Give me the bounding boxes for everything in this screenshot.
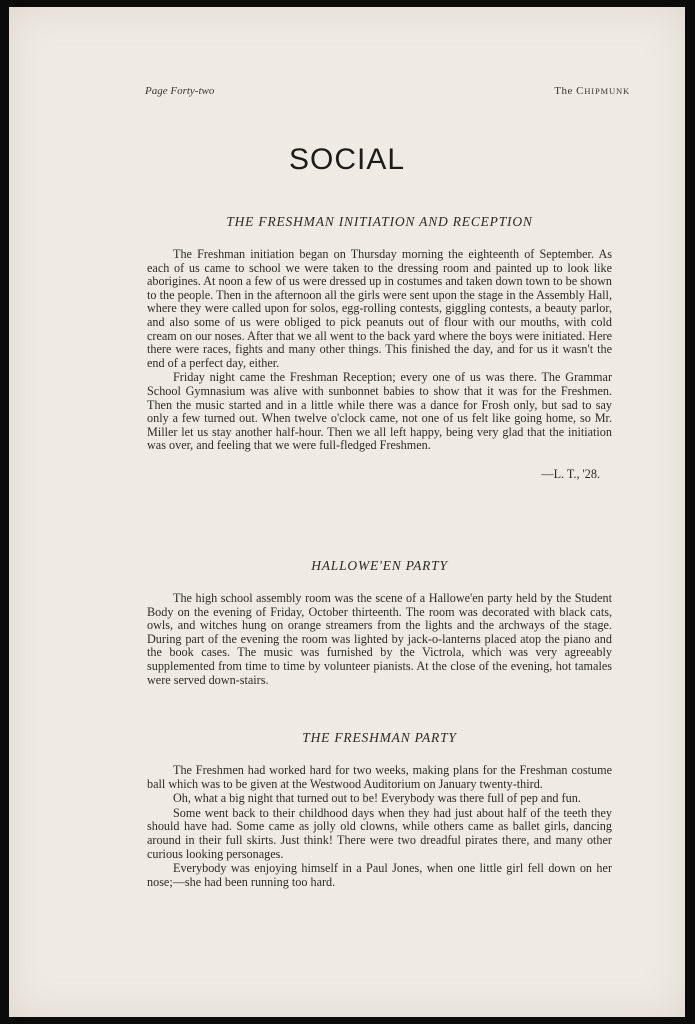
paragraph: Oh, what a big night that turned out to be! Everybody was there full of pep and fun. <box>173 791 581 806</box>
section-heading: THE FRESHMAN PARTY <box>302 730 457 745</box>
page-title: SOCIAL <box>288 143 406 176</box>
paragraph: Friday night came the Freshman Reception; every one of us was there. The Grammar School Gymnasium was alive with sunbonnet babies to show that it was for the Freshmen. Then the music started and in a little while there was a dance for Frosh only, but sad to say only a few turned out. When twelve o'clock came, not one of us felt like going home, so Mr. Miller let us stay another half-hour. Then we all left happy, being very glad that the initiation was over, and feeling that we were full-fledged Freshmen. <box>147 370 612 453</box>
paragraph: Everybody was enjoying himself in a Paul Jones, when one little girl fell down on her nose;—she had been running too hard. <box>147 861 612 889</box>
publication-name <box>554 85 630 97</box>
publication-name-rest: CHIPMUNK <box>576 85 630 97</box>
paragraph: Some went back to their childhood days when they had just about half of the teeth they should have had. Some came as jolly old clowns, while others came as ballet girls, dancing around in their full skirts. Just think! There were two dreadful pirates there, and many other curious looking personages. <box>147 805 612 861</box>
section-heading: HALLOWE'EN PARTY <box>311 558 448 573</box>
page-number-label: Page Forty-two <box>145 85 215 97</box>
section-freshman-initiation <box>147 214 612 482</box>
section-halloween-party <box>147 558 612 688</box>
paragraph: The high school assembly room was the scene of a Hallowe'en party held by the Student Body on the evening of Friday, October thirteenth. The room was decorated with black cats, owls, and witches hung on orange streamers from the lights and the archways of the stage. During part of the evening the room was lighted by jack-o-lanterns placed atop the piano and the book cases. The music was furnished by the Victrola, which was very agreeably supplemented from time to time by volunteer pianists. At the close of the evening, hot tamales were served down-stairs. <box>147 591 612 687</box>
paragraph: The Freshmen had worked hard for two weeks, making plans for the Freshman costume ball which was to be given at the Westwood Auditorium on January twenty-third. <box>147 763 612 791</box>
section-freshman-party <box>147 730 612 890</box>
page <box>9 7 685 1017</box>
paragraph: The Freshman initiation began on Thursday morning the eighteenth of September. As each of us came to school we were taken to the dressing room and painted up to look like aborigines. At noon a few of us were dressed up in costumes and taken down town to be shown to the people. Then in the afternoon all the girls were sent upon the stage in the Assembly Hall, where they were called upon for solos, egg-rolling contests, giggling contests, a beauty parlor, and also some of us were obliged to pick peanuts out of flour with our mouths, with cold cream on our noses. After that we all went to the back yard where the boys were initiated. Here there were races, fights and many other things. This finished the day, and for us it wasn't the end of a perfect day, either. <box>147 247 612 370</box>
publication-name-first: The <box>554 85 577 97</box>
author-signature: —L. T., '28. <box>541 466 600 481</box>
section-heading: THE FRESHMAN INITIATION AND RECEPTION <box>226 214 533 229</box>
